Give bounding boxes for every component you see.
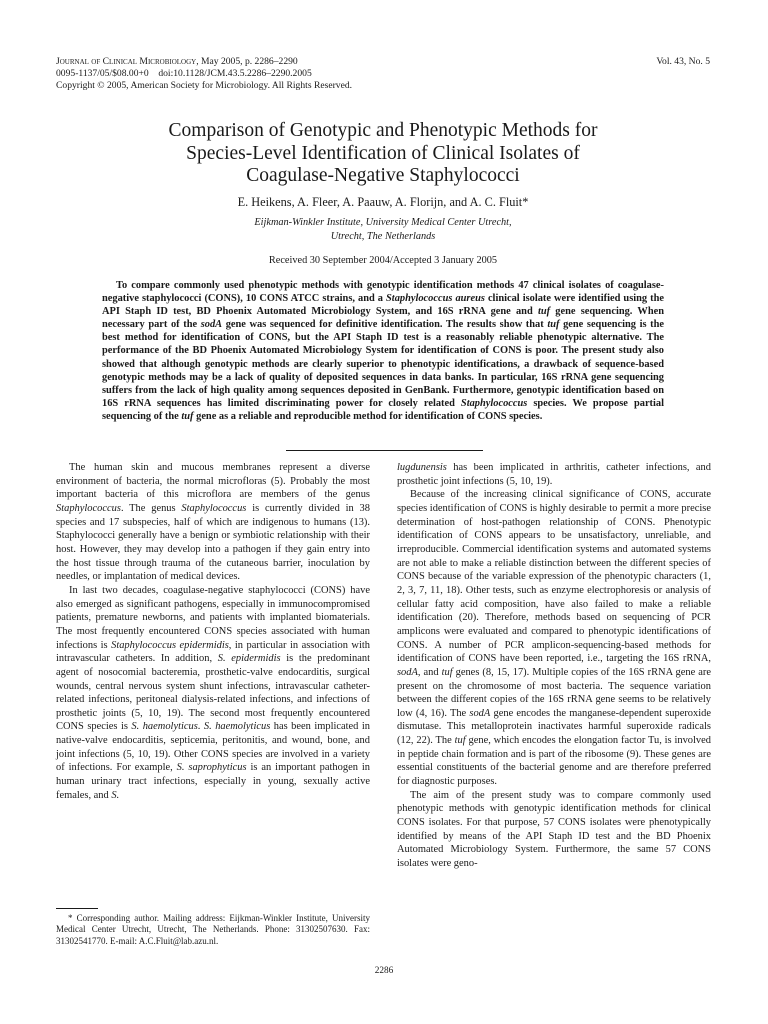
body-text: has been implicated in arthritis, catheter infections, and prosthetic joint infections (5, 10, 19). [397, 462, 711, 487]
affiliation-line-2: Utrecht, The Netherlands [330, 231, 436, 242]
abstract-italic: sodA [200, 319, 223, 331]
body-text: . [197, 721, 204, 733]
paragraph [56, 584, 370, 803]
body-italic: S. [111, 789, 120, 801]
body-text: is the predominant agent of nosocomial bacteremia, prosthetic-valve endocarditis, surgical wounds, central nervous system shunt infections, intravascular catheter-related infections, peritoneal dialysis-related infections, and infections of prosthetic joints (5, 10, 19). The second most frequently encountered CONS species is [56, 653, 370, 733]
body-text: , in particular in association with intravascular catheters. In addition, [56, 639, 370, 665]
body-text: . The genus [120, 502, 182, 514]
abstract-italic: tuf [181, 410, 194, 422]
footnote-divider [56, 908, 98, 909]
body-text: , and [417, 666, 442, 678]
body-text: The human skin and mucous membranes represent a diverse environment of bacteria, the normal microfloras (5). Probably the most important bacteria of this microflora are members of the genus [56, 462, 370, 501]
affiliation-line-1: Eijkman-Winkler Institute, University Medical Center Utrecht, [254, 217, 512, 228]
body-italic: tuf [454, 735, 466, 747]
abstract-text: gene sequencing. When necessary part of the [102, 306, 664, 331]
abstract-text: gene sequencing is the best method for identification of CONS, but the API Staph ID test is a reasonably reliable phenotypic alternative. The performance of the BD Phoenix Automated Microbiology System for identification of CONS is poor. The present study also showed that although genotypic methods are clearly superior to phenotypic identifications, a drawback of sequence-based genotypic methods may be a lack of quality of deposited sequences in data banks. In particular, 16S rRNA gene sequencing suffers from the lack of high quality among sequences deposited in GenBank. Furthermore, genotypic identification based on 16S rRNA sequences has limited discriminating power for closely related [102, 319, 664, 409]
received-dates: Received 30 September 2004/Accepted 3 January 2005 [268, 255, 498, 266]
abstract-italic: Staphylococcus [460, 397, 528, 409]
body-text: In last two decades, coagulase-negative staphylococci (CONS) have also emerged as significant pathogens, especially in immunocompromised patients, premature newborns, and patients with implanted biomaterials. The most frequently encountered CONS species associated with human infections is [56, 584, 370, 651]
body-text: has been implicated in native-valve endocarditis, septicemia, peritonitis, and wound, bone, and joint infections (5, 10, 19). Other CONS species are involved in a variety of infections. For example, [56, 721, 371, 774]
body-text: gene encodes the manganese-dependent superoxide dismutase. This metalloprotein inactivates harmful superoxide radicals (12, 22). The [397, 707, 711, 747]
body-italic: sodA [397, 666, 418, 678]
abstract-italic: Staphylococcus aureus [386, 293, 485, 305]
paragraph [397, 461, 711, 488]
paragraph [397, 488, 711, 788]
abstract-text: gene as a reliable and reproducible method for identification of CONS species. [193, 410, 543, 422]
body-text: gene, which encodes the elongation factor Tu, is involved in peptide chain formation and is part of the ribosome (9). These genes are essential constituents of the bacterial genome and are therefore preferred for diagnostic purposes. [397, 735, 711, 788]
journal-name: Journal of Clinical Microbiology [56, 56, 197, 67]
body-italic: S. saprophyticus [176, 762, 247, 774]
corresponding-author-footnote: * Corresponding author. Mailing address: Eijkman-Winkler Institute, University Medical Center Utrecht, Utrecht, The Netherlands. Phone: 31302507630. Fax: 31302541770. E-mail: A.C.Fluit@lab.azu.nl. [56, 913, 370, 946]
abstract-italic: tuf [537, 306, 551, 318]
abstract-divider [286, 450, 483, 451]
journal-citation-line [56, 56, 710, 68]
title-line-3: Coagulase-Negative Staphylococci [246, 165, 520, 186]
body-italic: Staphylococcus [181, 502, 247, 514]
abstract-text: To compare commonly used phenotypic methods with genotypic identification methods 47 clinical isolates of coagulase-negative staphylococci (CONS), 10 CONS ATCC strains, and a [102, 280, 664, 305]
body-italic: lugdunensis [397, 462, 447, 473]
body-text: is currently divided in 38 species and 17 subspecies, half of which are indigenous to humans (13). Staphylococci generally have a benign or symbiotic relationship with their host. However, they may develop into a pathogen if they gain entry into the host tissue through trauma of the cutaneous barrier, inoculation by needles, or implantation of medical devices. [56, 502, 370, 583]
article-title [56, 120, 710, 188]
body-italic: S. haemolyticus [131, 721, 198, 733]
body-italic: tuf [441, 666, 453, 678]
copyright-line: Copyright © 2005, American Society for Microbiology. All Rights Reserved. [56, 80, 353, 91]
left-column [56, 461, 370, 802]
abstract-text: gene was sequenced for definitive identification. The results show that [222, 319, 548, 331]
abstract-italic: tuf [547, 319, 560, 331]
body-text: is an important pathogen in human urinary tract infections, especially in young, sexually active females, and [56, 762, 370, 801]
body-italic: S. epidermidis [217, 653, 281, 665]
right-column [397, 461, 711, 871]
paragraph: The aim of the present study was to compare commonly used phenotypic methods with genotypic identification methods for clinical CONS isolates. For that purpose, 57 CONS isolates were phenotypically identified by means of the API Staph ID test and the BD Phoenix Automated Microbiology System. Furthermore, the same 57 CONS isolates were geno- [397, 789, 711, 870]
title-line-2: Species-Level Identification of Clinical Isolates of [186, 142, 580, 164]
page-number: 2286 [374, 966, 394, 976]
body-italic: S. haemolyticus [203, 721, 271, 733]
body-italic: Staphylococcus [56, 502, 121, 514]
body-text: Because of the increasing clinical significance of CONS, accurate species identification of CONS is highly desirable to permit a more precise determination of host-pathogen relationship of CONS. Phenotypic identification of CONS appears to be unsatisfactory, unreliable, and irreproducible. Commercial identification systems and automated systems are not able to make a reliable distinction between the different species of CONS because of the variable expression of the phenotypic characters (1, 2, 3, 7, 11, 18). Other tests, such as enzyme electrophoresis or analysis of cellular fatty acid composition, have also failed to make a reliable identification (20). Therefore, methods based on sequencing of PCR amplicons were evaluated and compared to phenotypic identifications of CONS. A number of PCR amplicon-sequencing-based methods for identification of CONS have been reported, i.e., targeting the 16S rRNA, [397, 489, 711, 665]
volume-number: Vol. 43, No. 5 [656, 56, 710, 67]
title-line-1: Comparison of Genotypic and Phenotypic Methods for [168, 120, 598, 141]
paragraph [56, 461, 370, 584]
issn-doi-line: 0095-1137/05/$08.00+0 doi:10.1128/JCM.43.5.2286–2290.2005 [56, 68, 312, 79]
abstract-text: clinical isolate were identified using the API Staph ID test, BD Phoenix Automated Microbiology System, and 16S rRNA gene and [102, 293, 664, 318]
abstract-text: species. We propose partial sequencing of the [102, 397, 664, 422]
running-header [56, 56, 710, 92]
issue-info: , May 2005, p. 2286–2290 [196, 56, 298, 67]
author-list: E. Heikens, A. Fleer, A. Paauw, A. Florijn, and A. C. Fluit* [237, 195, 529, 209]
body-text: genes (8, 15, 17). Multiple copies of the 16S rRNA gene are present on the chromosome of most bacteria. The sequence variation between the different copies of the 16S rRNA gene seems to be relatively low (4, 16). The [397, 666, 711, 719]
body-italic: Staphylococcus epidermidis [111, 639, 229, 651]
body-italic: sodA [469, 707, 491, 719]
abstract [102, 279, 664, 423]
affiliation [56, 216, 710, 244]
